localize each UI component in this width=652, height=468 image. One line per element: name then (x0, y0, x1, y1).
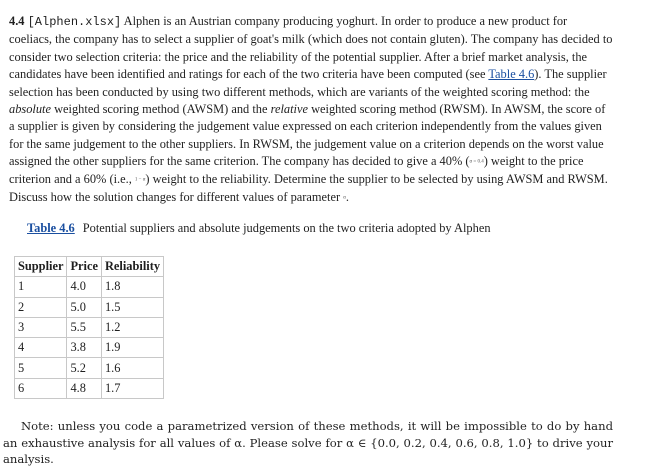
cell-supplier: 5 (15, 358, 67, 378)
one-minus-alpha-inline: 1 − α (134, 177, 146, 183)
cell-supplier: 1 (15, 277, 67, 297)
note-paragraph (3, 418, 613, 468)
cell-price: 5.5 (67, 317, 102, 337)
cell-supplier: 6 (15, 378, 67, 398)
problem-text-7: . (345, 189, 349, 204)
problem-text-4: weighted scoring method (RWSM). In AWSM, the score of a supplier is given by considering the judgement value expressed on each criterion independently from the values given for the same judgement to the other suppliers. In RWSM, the judgement value on a criterion depends on the worst value assigned the other suppliers for the same criterion. The company has decided to give a 40% ( (9, 102, 606, 169)
table-row (15, 317, 164, 337)
alpha-symbol-inline: α (343, 195, 346, 201)
cell-price: 3.8 (67, 338, 102, 358)
cell-reliability: 1.6 (101, 358, 163, 378)
cell-price: 5.0 (67, 297, 102, 317)
note-text: Note: unless you code a parametrized version of these methods, it will be impossible to do by hand an exhaustive analysis for all values of α. Please solve for α ∈ {0.0, 0.2, 0.4, 0.6, 0.8, 1.0} to drive your analysis. (3, 419, 613, 466)
problem-text-1: Alphen is an Austrian company producing yoghurt. In order to produce a new product for coeliacs, the company has to select a supplier of goat's milk (which does not contain gluten). The company has decided to consider two selection criteria: the price and the reliability of the potential supplier. After a brief market analysis, the candidates have been identified and ratings for each of the two criteria have been computed (see (9, 14, 613, 82)
table-row (15, 378, 164, 398)
relative-term: relative (270, 102, 308, 117)
header-price: Price (67, 257, 102, 277)
problem-text-5: ) weight to the price criterion and a 60% (i.e., (9, 154, 584, 187)
problem-text-6: ) weight to the reliability. Determine the supplier to be selected by using AWSM and RWSM. Discuss how the solution changes for different values of parameter (9, 172, 608, 204)
cell-reliability: 1.9 (101, 338, 163, 358)
table-caption-number[interactable]: Table 4.6 (27, 221, 75, 235)
table-header-row (15, 257, 164, 277)
absolute-term: absolute (9, 102, 51, 117)
alpha-value-inline: α = 0.4 (469, 159, 484, 165)
cell-price: 4.0 (67, 277, 102, 297)
cell-price: 4.8 (67, 378, 102, 398)
cell-supplier: 2 (15, 297, 67, 317)
header-reliability: Reliability (101, 257, 163, 277)
cell-reliability: 1.2 (101, 317, 163, 337)
cell-reliability: 1.7 (101, 378, 163, 398)
table-row (15, 338, 164, 358)
cell-reliability: 1.8 (101, 277, 163, 297)
table-caption-text: Potential suppliers and absolute judgements on the two criteria adopted by Alphen (82, 221, 491, 235)
table-row (15, 277, 164, 297)
cell-supplier: 3 (15, 317, 67, 337)
cell-reliability: 1.5 (101, 297, 163, 317)
supplier-table (14, 256, 164, 399)
problem-number: 4.4 (9, 14, 25, 28)
table-row (15, 358, 164, 378)
table-4-6-link[interactable]: Table 4.6 (488, 67, 535, 82)
table-caption (27, 221, 491, 236)
table-row (15, 297, 164, 317)
problem-text-3: weighted scoring method (AWSM) and the (51, 102, 271, 117)
cell-supplier: 4 (15, 338, 67, 358)
cell-price: 5.2 (67, 358, 102, 378)
header-supplier: Supplier (15, 257, 67, 277)
problem-text-2: ). The supplier selection has been conducted by using two different methods, which are variants of the weighted scoring method: the (9, 67, 607, 99)
problem-file: [Alphen.xlsx] (27, 15, 122, 29)
problem-paragraph (9, 13, 613, 207)
